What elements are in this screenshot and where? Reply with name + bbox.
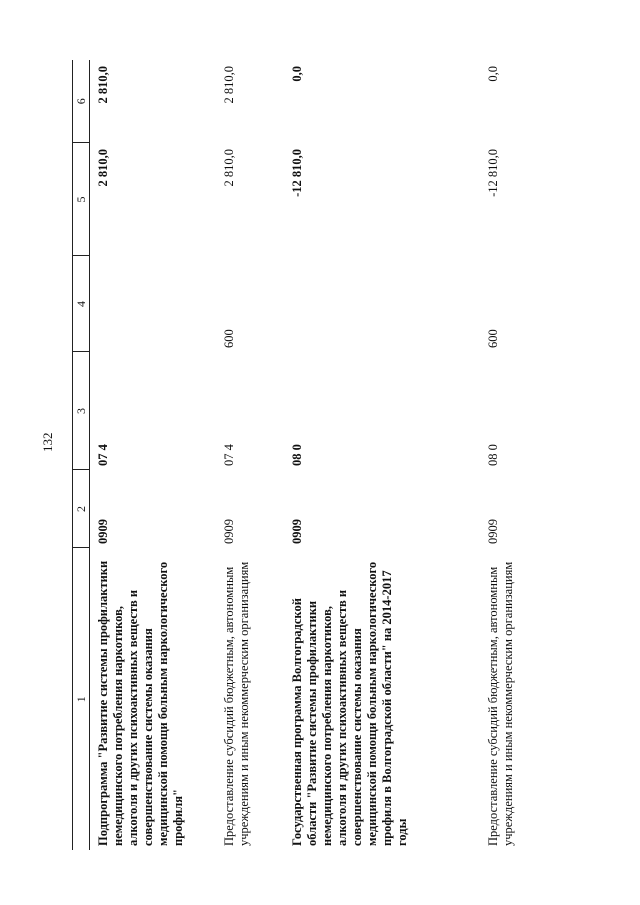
amount-total: 2 810,0 — [96, 66, 110, 104]
row-name: Предоставление субсидий бюджетным, автономным учреждениям и иным некоммерческим организациям — [486, 561, 515, 846]
amount-total: 0,0 — [486, 66, 500, 82]
row-name: Государственная программа Волгоградской области "Развитие системы профилактики немедицинского потребления наркотиков, алкоголя и других психоактивных веществ и совершенствование системы оказания медицинской помощи больным наркологического профиля в Волгоградской области" на 2014-2017 годы — [290, 561, 409, 846]
table-row — [480, 60, 548, 850]
program-code: 08 0 — [486, 444, 500, 466]
header-col-1: 1 — [73, 548, 90, 850]
amount-change: -12 810,0 — [486, 149, 500, 197]
expense-type: 600 — [222, 329, 236, 348]
header-row — [73, 60, 90, 850]
header-col-6: 6 — [73, 60, 90, 143]
rotated-table-container — [72, 60, 577, 850]
table-row — [284, 60, 480, 850]
table-row — [216, 60, 284, 850]
section-code: 0909 — [96, 519, 110, 544]
program-code: 08 0 — [290, 444, 304, 466]
header-col-5: 5 — [73, 143, 90, 256]
table-row — [90, 60, 217, 850]
header-col-4: 4 — [73, 256, 90, 352]
amount-change: 2 810,0 — [222, 149, 236, 187]
program-code: 07 4 — [222, 444, 236, 466]
amount-change: 2 810,0 — [96, 149, 110, 187]
page-number: 132 — [40, 432, 55, 452]
program-code: 07 4 — [96, 444, 110, 466]
expense-type — [90, 256, 217, 352]
section-code: 0909 — [486, 519, 500, 544]
section-code: 0909 — [290, 519, 304, 544]
expense-type: 600 — [486, 329, 500, 348]
amount-total: 2 810,0 — [222, 66, 236, 104]
budget-table — [72, 60, 548, 850]
amount-change: -12 810,0 — [290, 149, 304, 197]
expense-type — [284, 256, 480, 352]
header-col-2: 2 — [73, 470, 90, 548]
header-col-3: 3 — [73, 352, 90, 470]
section-code: 0909 — [222, 519, 236, 544]
row-name: Подпрограмма "Развитие системы профилактики немедицинского потребления наркотиков, алкоголя и других психоактивных веществ и совершенствование системы оказания медицинской помощи больным наркологического профиля" — [96, 560, 185, 846]
amount-total: 0,0 — [290, 66, 304, 82]
row-name: Предоставление субсидий бюджетным, автономным учреждениям и иным некоммерческим организациям — [222, 561, 251, 846]
